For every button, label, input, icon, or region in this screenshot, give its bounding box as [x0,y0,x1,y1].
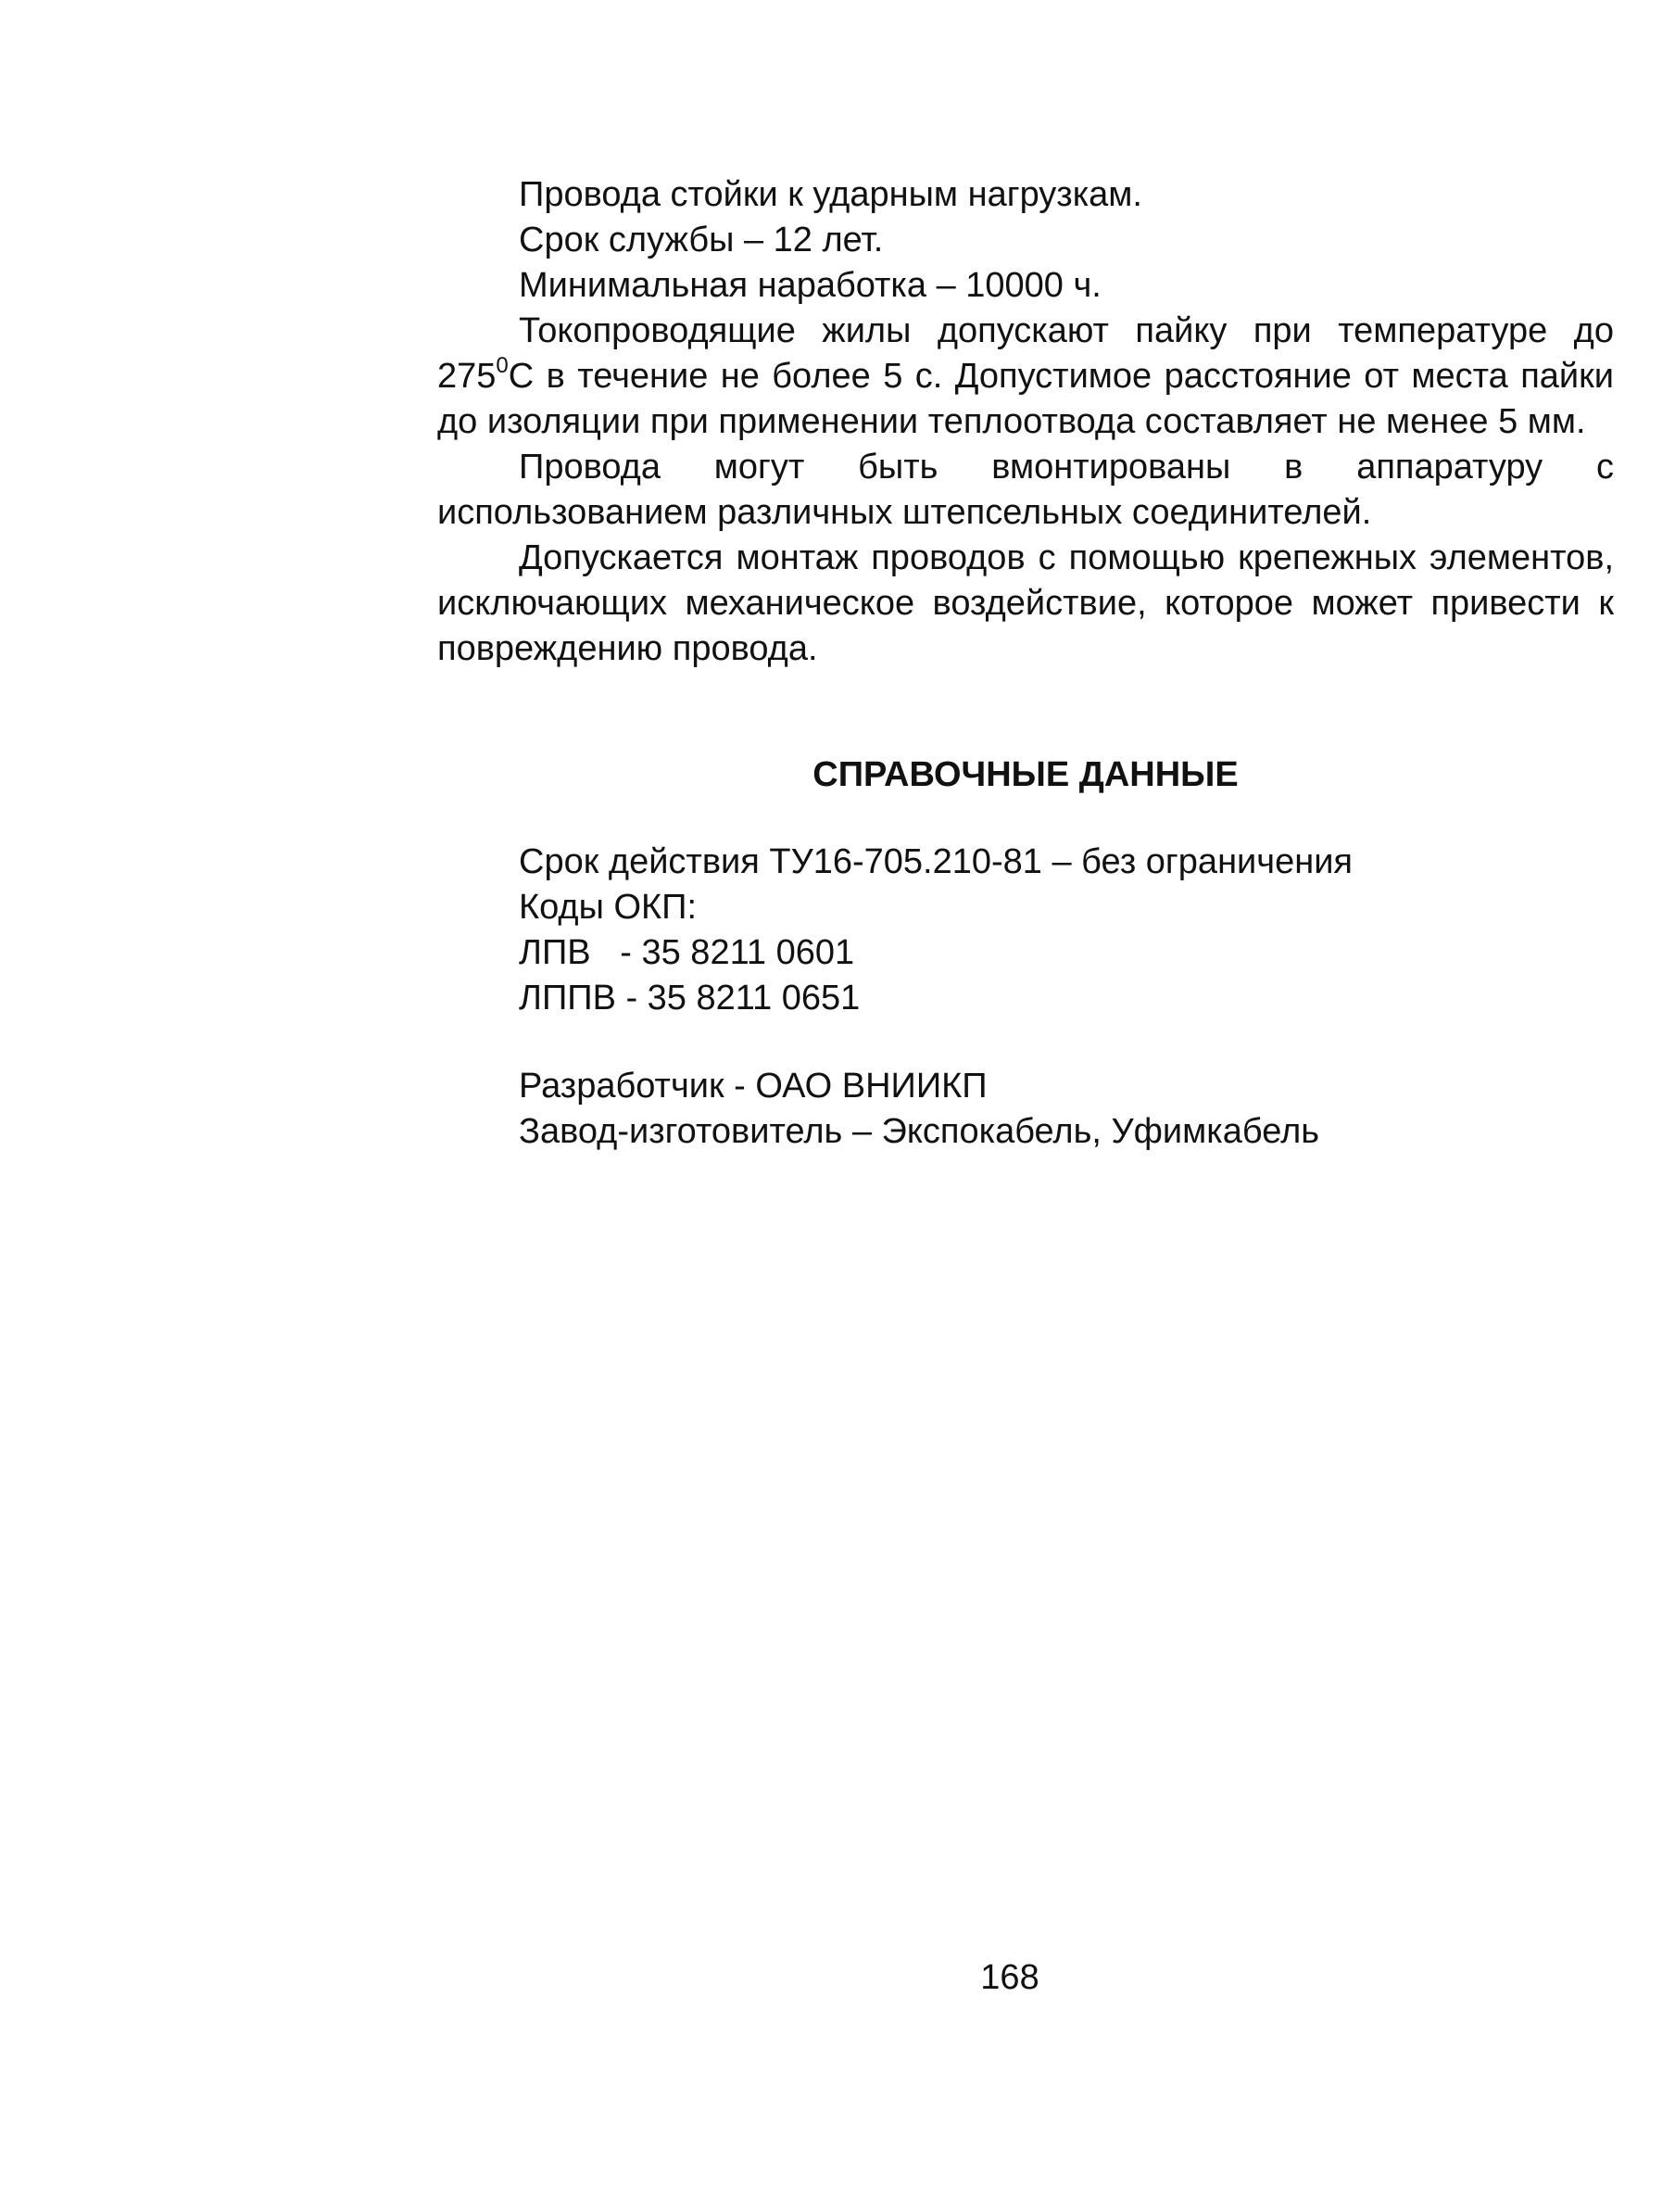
developer-line: Разработчик - ОАО ВНИИКП [519,1067,988,1106]
paragraph-min-operating-time: Минимальная наработка – 10000 ч. [519,266,1102,305]
okp-code-lpv: ЛПВ - 35 8211 0601 [519,933,855,972]
paragraph-mounting-fasteners: Допускается монтаж проводов с помощью крепежных элементов, исключающих механическое воздействие, которое может привести к повреждению провода. [437,538,1614,668]
okp-codes-label: Коды ОКП: [519,888,698,927]
reference-codes-block [519,840,1353,1021]
reference-data-heading: СПРАВОЧНЫЕ ДАННЫЕ [812,755,1239,794]
degree-superscript: 0 [496,353,509,378]
okp-code-lppv: ЛППВ - 35 8211 0651 [519,979,861,1018]
page-number: 168 [980,1958,1039,1997]
paragraph-impact-resistance: Провода стойки к ударным нагрузкам. [519,175,1142,214]
paragraph-soldering [437,309,1614,445]
body-text [437,172,1614,672]
developer-block [519,1064,1319,1155]
paragraph-mounting-connectors: Провода могут быть вмонтированы в аппаратуру с использованием различных штепсельных соединителей. [437,448,1614,532]
soldering-text-end: С в течение не более 5 с. Допустимое расстояние от места пайки до изоляции при применении теплоотвода составляет не менее 5 мм. [437,357,1614,441]
soldering-text-start: Токопроводящие жилы допускают пайку при температуре до 275 [437,311,1614,396]
manufacturer-line: Завод-изготовитель – Экспокабель, Уфимкабель [519,1112,1320,1151]
validity-line: Срок действия ТУ16-705.210-81 – без ограничения [519,842,1353,881]
paragraph-service-life: Срок службы – 12 лет. [519,221,884,259]
